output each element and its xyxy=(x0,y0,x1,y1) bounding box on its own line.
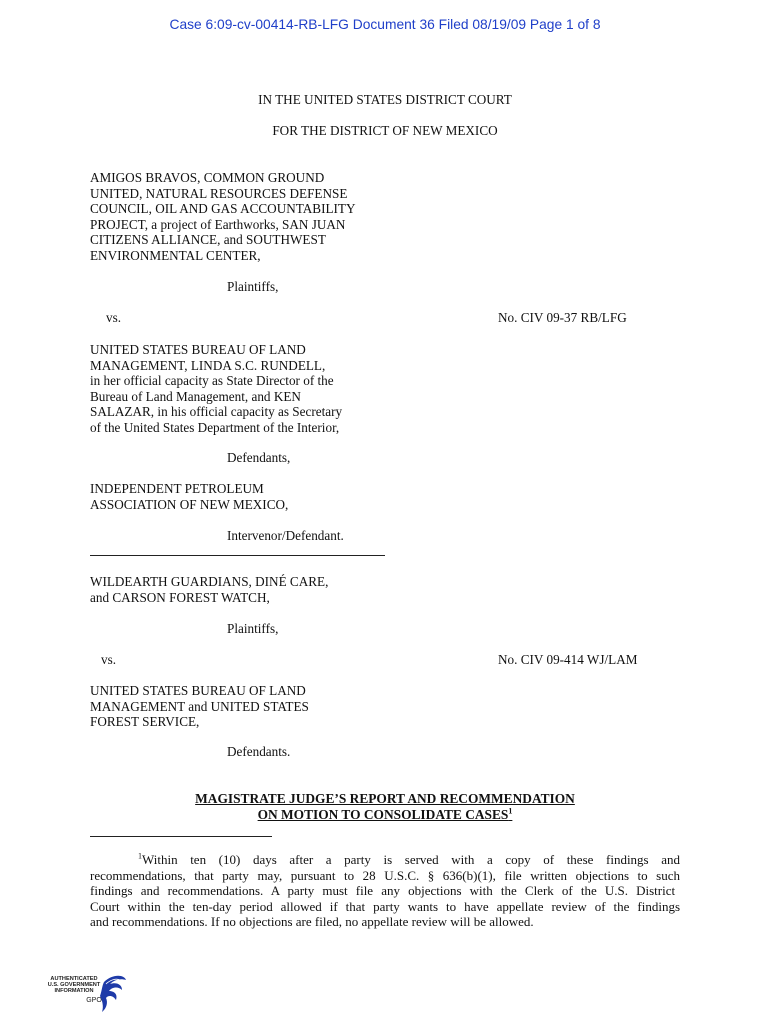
party-line: PROJECT, a project of Earthworks, SAN JUAN xyxy=(90,216,346,232)
case2-plaintiffs-role: Plaintiffs, xyxy=(227,621,279,636)
case1-number: No. CIV 09-37 RB/LFG xyxy=(498,310,627,325)
gpo-logo-line: INFORMATION xyxy=(54,988,94,995)
court-district: FOR THE DISTRICT OF NEW MEXICO xyxy=(272,123,498,138)
case2-vs: vs. xyxy=(101,652,117,667)
party-line: and CARSON FOREST WATCH, xyxy=(90,589,270,605)
case-header-stamp: Case 6:09-cv-00414-RB-LFG Document 36 Filed 08/19/09 Page 1 of 8 xyxy=(169,17,601,32)
case1-plaintiffs-role: Plaintiffs, xyxy=(227,279,279,294)
footnote-line-text: Within ten (10) days after a party is served with a copy of these findings and xyxy=(142,852,680,867)
party-line: UNITED STATES BUREAU OF LAND xyxy=(90,683,306,698)
gpo-logo-line: AUTHENTICATED xyxy=(50,976,98,982)
case1-defendants-role: Defendants, xyxy=(227,450,291,465)
document-title-line2-text: ON MOTION TO CONSOLIDATE CASES xyxy=(257,806,509,822)
gpo-authentication-logo xyxy=(42,970,132,1016)
case1-defendants xyxy=(90,342,342,436)
document-title-line2 xyxy=(0,807,770,823)
case2-number: No. CIV 09-414 WJ/LAM xyxy=(498,652,638,667)
party-line: MANAGEMENT, LINDA S.C. RUNDELL, xyxy=(90,357,326,373)
footnote-line xyxy=(90,852,680,868)
caption-divider xyxy=(90,555,385,556)
party-line: AMIGOS BRAVOS, COMMON GROUND xyxy=(90,170,325,185)
footnote-separator xyxy=(90,836,272,837)
gpo-logo-text xyxy=(42,976,106,995)
party-line: ASSOCIATION OF NEW MEXICO, xyxy=(90,496,289,512)
party-line: CITIZENS ALLIANCE, and SOUTHWEST xyxy=(90,232,326,248)
case2-plaintiffs xyxy=(90,574,328,605)
document-title xyxy=(0,791,770,822)
party-line: INDEPENDENT PETROLEUM xyxy=(90,481,264,496)
document-title-line1: MAGISTRATE JUDGE’S REPORT AND RECOMMENDATION xyxy=(195,791,575,806)
party-line: in her official capacity as State Director of the xyxy=(90,373,334,389)
case2-defendants-role: Defendants. xyxy=(227,744,291,759)
party-line: WILDEARTH GUARDIANS, DINÉ CARE, xyxy=(90,574,329,589)
party-line: ENVIRONMENTAL CENTER, xyxy=(90,247,261,263)
case1-intervenor xyxy=(90,481,288,512)
case1-vs: vs. xyxy=(106,310,122,325)
party-line: COUNCIL, OIL AND GAS ACCOUNTABILITY xyxy=(90,201,356,217)
gpo-logo-mark: GPO xyxy=(86,997,102,1004)
footnote-ref: 1 xyxy=(508,806,513,816)
gpo-logo-line: U.S. GOVERNMENT xyxy=(47,982,101,989)
footnote xyxy=(90,852,680,930)
party-line: FOREST SERVICE, xyxy=(90,714,200,730)
case1-intervenor-role: Intervenor/Defendant. xyxy=(227,528,344,543)
party-line: SALAZAR, in his official capacity as Secretary xyxy=(90,404,343,420)
court-name: IN THE UNITED STATES DISTRICT COURT xyxy=(258,92,512,107)
eagle-icon xyxy=(98,972,130,1014)
party-line: Bureau of Land Management, and KEN xyxy=(90,388,301,404)
case2-defendants xyxy=(90,683,309,730)
party-line: of the United States Department of the Interior, xyxy=(90,419,340,435)
party-line: UNITED STATES BUREAU OF LAND xyxy=(90,342,306,357)
footnote-line: recommendations, that party may, pursuant to 28 U.S.C. § 636(b)(1), file written objections to such xyxy=(90,867,680,883)
footnote-line: and recommendations. If no objections are filed, no appellate review will be allowed. xyxy=(90,914,534,930)
footnote-marker: 1 xyxy=(138,851,142,861)
footnote-line: Court within the ten-day period allowed if that party wants to have appellate review of the findings xyxy=(90,898,680,914)
party-line: MANAGEMENT and UNITED STATES xyxy=(90,698,309,714)
case1-plaintiffs xyxy=(90,170,356,264)
footnote-line: findings and recommendations. A party must file any objections with the Clerk of the U.S. District xyxy=(90,883,676,899)
party-line: UNITED, NATURAL RESOURCES DEFENSE xyxy=(90,185,348,201)
